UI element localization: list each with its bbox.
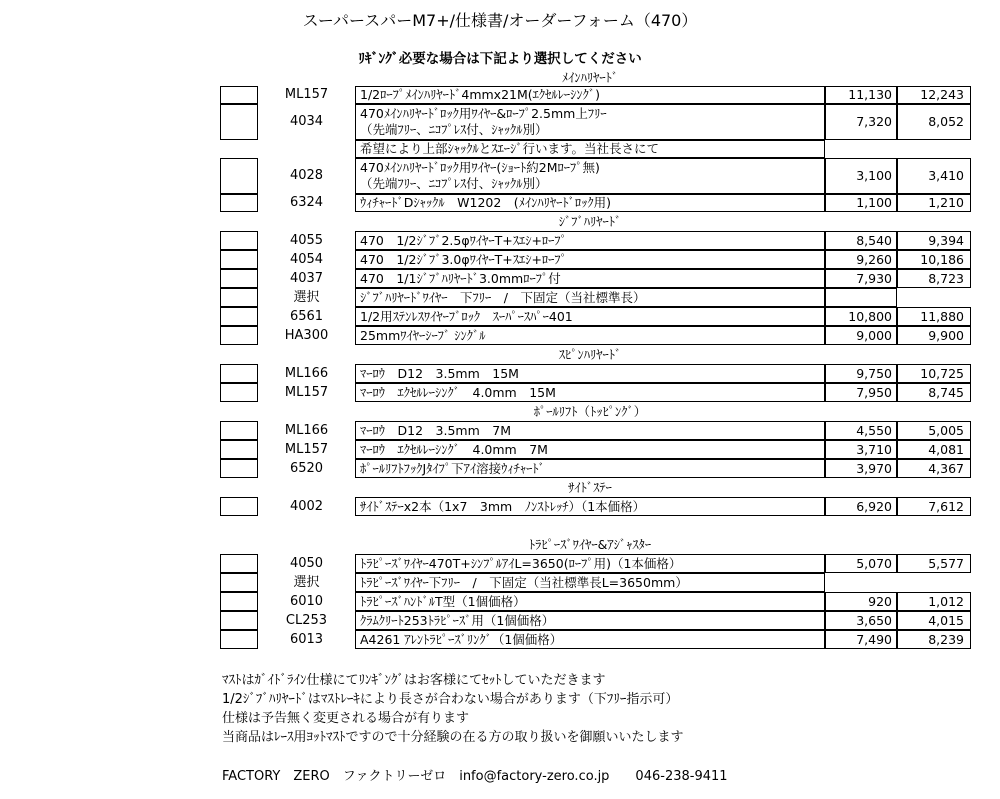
note-3: 仕様は予告無く変更される場合が有ります: [222, 711, 470, 726]
section-heading-main: ﾒｲﾝﾊﾘﾔｰﾄﾞ: [561, 70, 619, 85]
price-incl-tax: 4,015: [897, 611, 971, 630]
product-description: ﾏｰﾛｳ ｴｸｾﾙﾚｰｼﾝｸﾞ 4.0mm 7M: [355, 440, 825, 459]
product-description: A4261 ｱﾚﾝﾄﾗﾋﾟｰｽﾞﾘﾝｸﾞ（1個価格）: [355, 630, 825, 649]
product-description: [355, 158, 825, 194]
order-checkbox[interactable]: [220, 592, 258, 611]
product-description: 470 1/1ｼﾞﾌﾞﾊﾘﾔｰﾄﾞ3.0mmﾛｰﾌﾟ付: [355, 269, 825, 288]
price-excl-tax: 1,100: [825, 194, 897, 212]
price-excl-tax: 7,490: [825, 630, 897, 649]
order-checkbox[interactable]: [220, 421, 258, 440]
company-footer: FACTORY ZERO ファクトリーゼロ info@factory-zero.co.jp 046-238-9411: [222, 769, 728, 784]
instruction-heading: ﾘｷﾞﾝｸﾞ必要な場合は下記より選択してください: [358, 51, 642, 67]
description-line-2: （先端ﾌﾘｰ、ﾆｺﾌﾟﾚｽ付、ｼｬｯｸﾙ別）: [360, 176, 548, 191]
price-excl-tax: 7,930: [825, 269, 897, 288]
section-heading-jib: ｼﾞﾌﾞﾊﾘﾔｰﾄﾞ: [558, 214, 622, 229]
price-excl-tax: 920: [825, 592, 897, 611]
product-description: ｻｲﾄﾞｽﾃｰx2本（1x7 3mm ﾉﾝｽﾄﾚｯﾁ）（1本価格）: [355, 497, 825, 516]
price-incl-tax: 1,210: [897, 194, 971, 212]
note-4: 当商品はﾚｰｽ用ﾖｯﾄﾏｽﾄですので十分経験の在る方の取り扱いを御願いいたします: [222, 730, 684, 745]
price-incl-tax: 9,900: [897, 326, 971, 345]
price-incl-tax: 4,081: [897, 440, 971, 459]
product-description: [355, 104, 825, 140]
description-line-1: 470ﾒｲﾝﾊﾘﾔｰﾄﾞﾛｯｸ用ﾜｲﾔｰ(ｼｮｰﾄ約2Mﾛｰﾌﾟ無): [360, 160, 600, 175]
product-code: 4055: [289, 233, 324, 248]
note-2: 1/2ｼﾞﾌﾞﾊﾘﾔｰﾄﾞはﾏｽﾄﾚｰｷにより長さが合わない場合があります（下ﾌﾘｰ指示可）: [222, 692, 679, 707]
price-incl-tax: 5,005: [897, 421, 971, 440]
price-incl-tax: 8,239: [897, 630, 971, 649]
product-code: 4050: [289, 556, 324, 571]
price-incl-tax: 8,052: [897, 104, 971, 140]
product-code: 6561: [289, 309, 324, 324]
description-line-1: 470ﾒｲﾝﾊﾘﾔｰﾄﾞﾛｯｸ用ﾜｲﾔｰ&ﾛｰﾌﾟ2.5mm上ﾌﾘｰ: [360, 106, 607, 121]
product-description: ﾏｰﾛｳ D12 3.5mm 7M: [355, 421, 825, 440]
order-checkbox[interactable]: [220, 307, 258, 326]
price-excl-tax: 3,970: [825, 459, 897, 478]
product-code: ML166: [284, 366, 329, 381]
product-code: 6324: [289, 195, 324, 210]
price-incl-tax: 8,723: [897, 269, 971, 288]
product-description: ﾄﾗﾋﾟｰｽﾞﾜｲﾔｰ下ﾌﾘｰ / 下固定（当社標準長L=3650mm）: [355, 573, 825, 592]
price-excl-tax: 3,100: [825, 158, 897, 194]
order-checkbox[interactable]: [220, 630, 258, 649]
price-excl-tax: 9,750: [825, 364, 897, 383]
order-checkbox[interactable]: [220, 440, 258, 459]
price-excl-tax: 7,950: [825, 383, 897, 402]
product-code: 4002: [289, 499, 324, 514]
order-checkbox[interactable]: [220, 250, 258, 269]
section-heading-spin: ｽﾋﾟﾝﾊﾘﾔｰﾄﾞ: [558, 347, 622, 362]
price-excl-tax: 7,320: [825, 104, 897, 140]
section-heading-pole: ﾎﾟｰﾙﾘﾌﾄ（ﾄｯﾋﾟﾝｸﾞ）: [533, 404, 647, 419]
order-checkbox[interactable]: [220, 497, 258, 516]
product-code: 6520: [289, 461, 324, 476]
price-incl-tax: 12,243: [897, 86, 971, 104]
product-code: 4028: [289, 168, 324, 183]
product-code: 6013: [289, 632, 324, 647]
product-code: HA300: [284, 328, 329, 343]
price-incl-tax: 5,577: [897, 554, 971, 573]
product-description: 希望により上部ｼｬｯｸﾙとｽｴｰｼﾞ行います。当社長さにて: [355, 140, 825, 158]
product-code: ML157: [284, 87, 329, 102]
order-checkbox[interactable]: [220, 269, 258, 288]
product-code: CL253: [285, 613, 328, 628]
product-description: 1/2用ｽﾃﾝﾚｽﾜｲﾔｰﾌﾞﾛｯｸ ｽｰﾊﾟｰｽﾊﾟｰ401: [355, 307, 825, 326]
product-description: 1/2ﾛｰﾌﾟﾒｲﾝﾊﾘﾔｰﾄﾞ4mmx21M(ｴｸｾﾙﾚｰｼﾝｸﾞ): [355, 86, 825, 104]
description-line-2: （先端ﾌﾘｰ、ﾆｺﾌﾟﾚｽ付、ｼｬｯｸﾙ別）: [360, 122, 548, 137]
product-code: 4054: [289, 252, 324, 267]
section-heading-trap: ﾄﾗﾋﾟｰｽﾞﾜｲﾔｰ&ｱｼﾞｬｽﾀｰ: [528, 537, 652, 552]
price-incl-tax: 4,367: [897, 459, 971, 478]
product-description: ﾄﾗﾋﾟｰｽﾞﾜｲﾔｰ470T+ｼﾝﾌﾟﾙｱｲL=3650(ﾛｰﾌﾟ用)（1本価格）: [355, 554, 825, 573]
price-incl-tax: 1,012: [897, 592, 971, 611]
order-checkbox[interactable]: [220, 326, 258, 345]
price-excl-tax: 10,800: [825, 307, 897, 326]
price-incl-tax: 3,410: [897, 158, 971, 194]
product-code: ML157: [284, 442, 329, 457]
price-excl-tax: 3,650: [825, 611, 897, 630]
price-incl-tax: 10,186: [897, 250, 971, 269]
price-excl-tax: 5,070: [825, 554, 897, 573]
product-description: ｳｨﾁｬｰﾄﾞDｼｬｯｸﾙ W1202 (ﾒｲﾝﾊﾘﾔｰﾄﾞﾛｯｸ用): [355, 194, 825, 212]
price-excl-tax: 3,710: [825, 440, 897, 459]
order-checkbox[interactable]: [220, 364, 258, 383]
price-incl-tax: 7,612: [897, 497, 971, 516]
product-code: 4034: [289, 114, 324, 129]
price-incl-tax: 8,745: [897, 383, 971, 402]
product-code: ML157: [284, 385, 329, 400]
product-description: ﾏｰﾛｳ D12 3.5mm 15M: [355, 364, 825, 383]
price-excl-tax: 9,000: [825, 326, 897, 345]
section-heading-side: ｻｲﾄﾞｽﾃｰ: [568, 480, 612, 495]
price-incl-tax: 11,880: [897, 307, 971, 326]
product-description: 25mmﾜｲﾔｰｼｰﾌﾞ ｼﾝｸﾞﾙ: [355, 326, 825, 345]
price-excl-tax: 9,260: [825, 250, 897, 269]
order-checkbox[interactable]: [220, 104, 258, 140]
price-incl-tax: 9,394: [897, 231, 971, 250]
price-excl-tax: 8,540: [825, 231, 897, 250]
order-checkbox[interactable]: [220, 158, 258, 194]
price-excl-tax: [825, 288, 897, 307]
product-description: 470 1/2ｼﾞﾌﾞ3.0φﾜｲﾔｰT+ｽｴｼ+ﾛｰﾌﾟ: [355, 250, 825, 269]
product-description: ｼﾞﾌﾞﾊﾘﾔｰﾄﾞﾜｲﾔｰ 下ﾌﾘｰ / 下固定（当社標準長）: [355, 288, 825, 307]
product-code: ML166: [284, 423, 329, 438]
product-code: 4037: [289, 271, 324, 286]
order-checkbox[interactable]: [220, 86, 258, 104]
order-checkbox[interactable]: [220, 383, 258, 402]
product-description: 470 1/2ｼﾞﾌﾞ2.5φﾜｲﾔｰT+ｽｴｼ+ﾛｰﾌﾟ: [355, 231, 825, 250]
order-checkbox[interactable]: [220, 288, 258, 307]
product-description: ｸﾗﾑｸﾘｰﾄ253ﾄﾗﾋﾟｰｽﾞ用（1個価格）: [355, 611, 825, 630]
order-checkbox[interactable]: [220, 573, 258, 592]
price-excl-tax: 4,550: [825, 421, 897, 440]
order-checkbox[interactable]: [220, 231, 258, 250]
price-excl-tax: 6,920: [825, 497, 897, 516]
product-code: 選択: [293, 575, 320, 590]
price-incl-tax: 10,725: [897, 364, 971, 383]
order-checkbox[interactable]: [220, 554, 258, 573]
order-checkbox[interactable]: [220, 611, 258, 630]
price-excl-tax: 11,130: [825, 86, 897, 104]
page-title: スーパースパーM7+/仕様書/オーダーフォーム（470）: [302, 11, 698, 30]
order-checkbox[interactable]: [220, 459, 258, 478]
product-code: 選択: [293, 290, 320, 305]
product-description: ﾄﾗﾋﾟｰｽﾞﾊﾝﾄﾞﾙT型（1個価格）: [355, 592, 825, 611]
product-description: ﾏｰﾛｳ ｴｸｾﾙﾚｰｼﾝｸﾞ 4.0mm 15M: [355, 383, 825, 402]
product-description: ﾎﾟｰﾙﾘﾌﾄﾌｯｸJﾀｲﾌﾟ下ｱｲ溶接ｳｨﾁｬｰﾄﾞ: [355, 459, 825, 478]
order-checkbox[interactable]: [220, 194, 258, 212]
product-code: 6010: [289, 594, 324, 609]
note-1: ﾏｽﾄはｶﾞｲﾄﾞﾗｲﾝ仕様にてﾘﾝｷﾞﾝｸﾞはお客様にてｾｯﾄしていただきます: [222, 673, 606, 688]
